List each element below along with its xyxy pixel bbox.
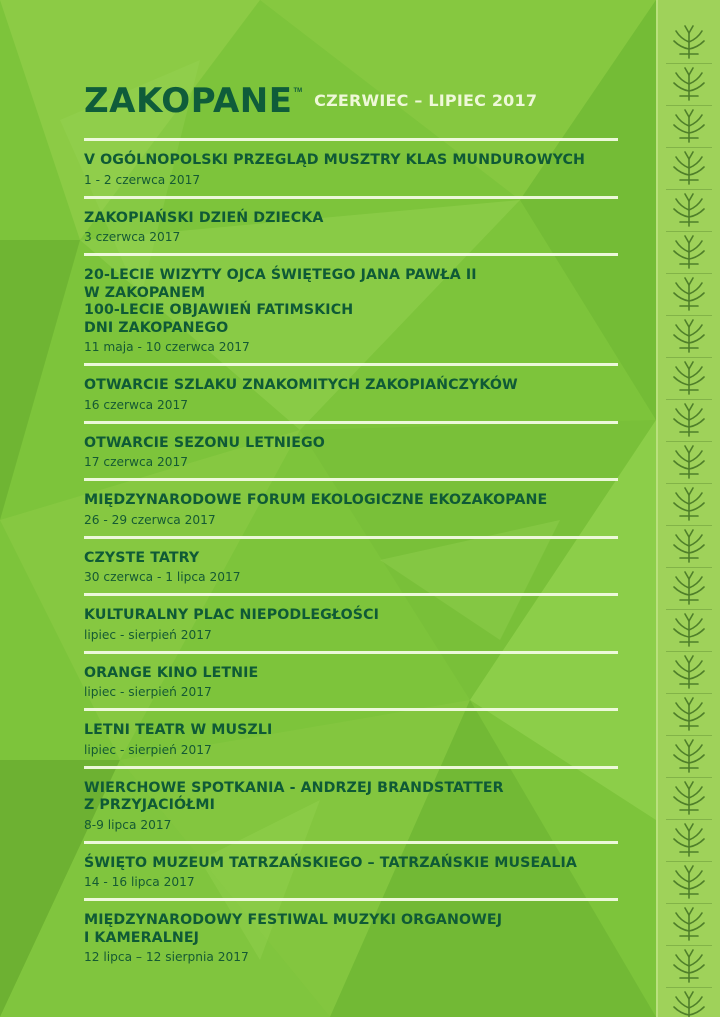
event-title [84, 377, 618, 395]
events-list [84, 138, 618, 973]
event-item [84, 596, 618, 651]
event-title [84, 267, 618, 337]
event-date: 8-9 lipca 2017 [84, 817, 172, 832]
separator-line [84, 651, 618, 654]
separator-line [84, 766, 618, 769]
event-title [84, 492, 618, 510]
event-date: 12 lipca – 12 sierpnia 2017 [84, 950, 249, 964]
event-title-line: LETNI TEATR W MUSZLI [84, 722, 273, 738]
event-title [84, 550, 618, 568]
event-item [84, 901, 618, 973]
edelweiss-icon [666, 526, 712, 566]
edelweiss-icon [666, 946, 712, 986]
zakopane-logo: ZAKOPANE [84, 81, 293, 121]
event-date: lipiec - sierpień 2017 [84, 742, 212, 757]
event-title-line: MIĘDZYNARODOWE FORUM EKOLOGICZNE EKOZAKOPANE [84, 492, 548, 508]
event-title-line: Z PRZYJACIÓŁMI [84, 797, 216, 813]
event-date: 1 - 2 czerwca 2017 [84, 172, 201, 187]
page-header [84, 68, 644, 121]
event-title-line: ŚWIĘTO MUZEUM TATRZAŃSKIEGO – TATRZAŃSKIE MUSEALIA [84, 854, 577, 871]
edelweiss-icon [666, 22, 712, 62]
event-title [84, 855, 618, 873]
separator-line [84, 253, 618, 256]
event-title-line: W ZAKOPANEM [84, 284, 206, 301]
event-title-line: OTWARCIE SZLAKU ZNAKOMITYCH ZAKOPIAŃCZYKÓW [84, 377, 518, 393]
separator-line [84, 841, 618, 844]
event-item [84, 141, 618, 196]
edelweiss-icon [666, 358, 712, 398]
edelweiss-icon [666, 988, 712, 1017]
event-title-line: V OGÓLNOPOLSKI PRZEGLĄD MUSZTRY KLAS MUNDUROWYCH [84, 152, 585, 168]
edelweiss-icon [666, 862, 712, 902]
event-title-line: 20-LECIE WIZYTY OJCA ŚWIĘTEGO JANA PAWŁA II [84, 267, 477, 283]
edelweiss-icon [666, 778, 712, 818]
event-date: 17 czerwca 2017 [84, 455, 189, 469]
period-subtitle: CZERWIEC – LIPIEC 2017 [314, 91, 538, 110]
edelweiss-icon [666, 652, 712, 692]
event-title-line: WIERCHOWE SPOTKANIA - ANDRZEJ BRANDSTATTER [84, 779, 504, 796]
event-item [84, 256, 618, 363]
event-title-line: OTWARCIE SEZONU LETNIEGO [84, 434, 325, 451]
event-item [84, 711, 618, 766]
event-date: lipiec - sierpień 2017 [84, 627, 212, 642]
event-date: 30 czerwca - 1 lipca 2017 [84, 570, 241, 584]
edelweiss-icon [666, 568, 712, 608]
event-title [84, 912, 618, 947]
event-item [84, 424, 618, 479]
trademark-mark: TM [293, 88, 303, 94]
separator-line [84, 363, 618, 366]
edelweiss-icon [666, 904, 712, 944]
event-title [84, 435, 618, 453]
edelweiss-icon [666, 106, 712, 146]
edelweiss-icon [666, 316, 712, 356]
edelweiss-icon [666, 232, 712, 272]
separator-line [84, 421, 618, 424]
separator-line [84, 708, 618, 711]
edelweiss-icon [666, 190, 712, 230]
event-item [84, 366, 618, 421]
edelweiss-icon [666, 694, 712, 734]
separator-line [84, 536, 618, 539]
edelweiss-icon [666, 400, 712, 440]
event-title [84, 210, 618, 228]
event-item [84, 199, 618, 254]
separator-line [84, 478, 618, 481]
event-title-line: KULTURALNY PLAC NIEPODLEGŁOŚCI [84, 607, 379, 623]
event-item [84, 481, 618, 536]
decorative-strip [656, 0, 720, 1017]
edelweiss-icon [666, 736, 712, 776]
event-title-line: CZYSTE TATRY [84, 549, 200, 566]
event-title [84, 665, 618, 683]
separator-line [84, 138, 618, 141]
event-item [84, 844, 618, 899]
event-date: 26 - 29 czerwca 2017 [84, 512, 216, 527]
event-date: 14 - 16 lipca 2017 [84, 875, 195, 889]
event-title [84, 722, 618, 740]
event-title [84, 780, 618, 815]
event-item [84, 769, 618, 841]
event-date: 3 czerwca 2017 [84, 230, 181, 244]
event-title-line: I KAMERALNEJ [84, 929, 199, 946]
edelweiss-icon [666, 484, 712, 524]
event-title-line: ORANGE KINO LETNIE [84, 664, 259, 681]
edelweiss-icon [666, 610, 712, 650]
event-date: lipiec - sierpień 2017 [84, 685, 212, 699]
event-item [84, 654, 618, 709]
event-title [84, 607, 618, 625]
event-date: 16 czerwca 2017 [84, 397, 189, 412]
event-title-line: 100-LECIE OBJAWIEŃ FATIMSKICH [84, 302, 354, 318]
event-title-line: DNI ZAKOPANEGO [84, 319, 229, 336]
separator-line [84, 898, 618, 901]
event-date: 11 maja - 10 czerwca 2017 [84, 340, 250, 354]
event-item [84, 539, 618, 594]
event-title-line: ZAKOPIAŃSKI DZIEŃ DZIECKA [84, 209, 324, 226]
edelweiss-icon [666, 820, 712, 860]
edelweiss-icon [666, 442, 712, 482]
event-title-line: MIĘDZYNARODOWY FESTIWAL MUZYKI ORGANOWEJ [84, 912, 503, 928]
separator-line [84, 593, 618, 596]
separator-line [84, 196, 618, 199]
event-title [84, 152, 618, 170]
edelweiss-icon [666, 274, 712, 314]
edelweiss-icon [666, 148, 712, 188]
edelweiss-icon [666, 64, 712, 104]
